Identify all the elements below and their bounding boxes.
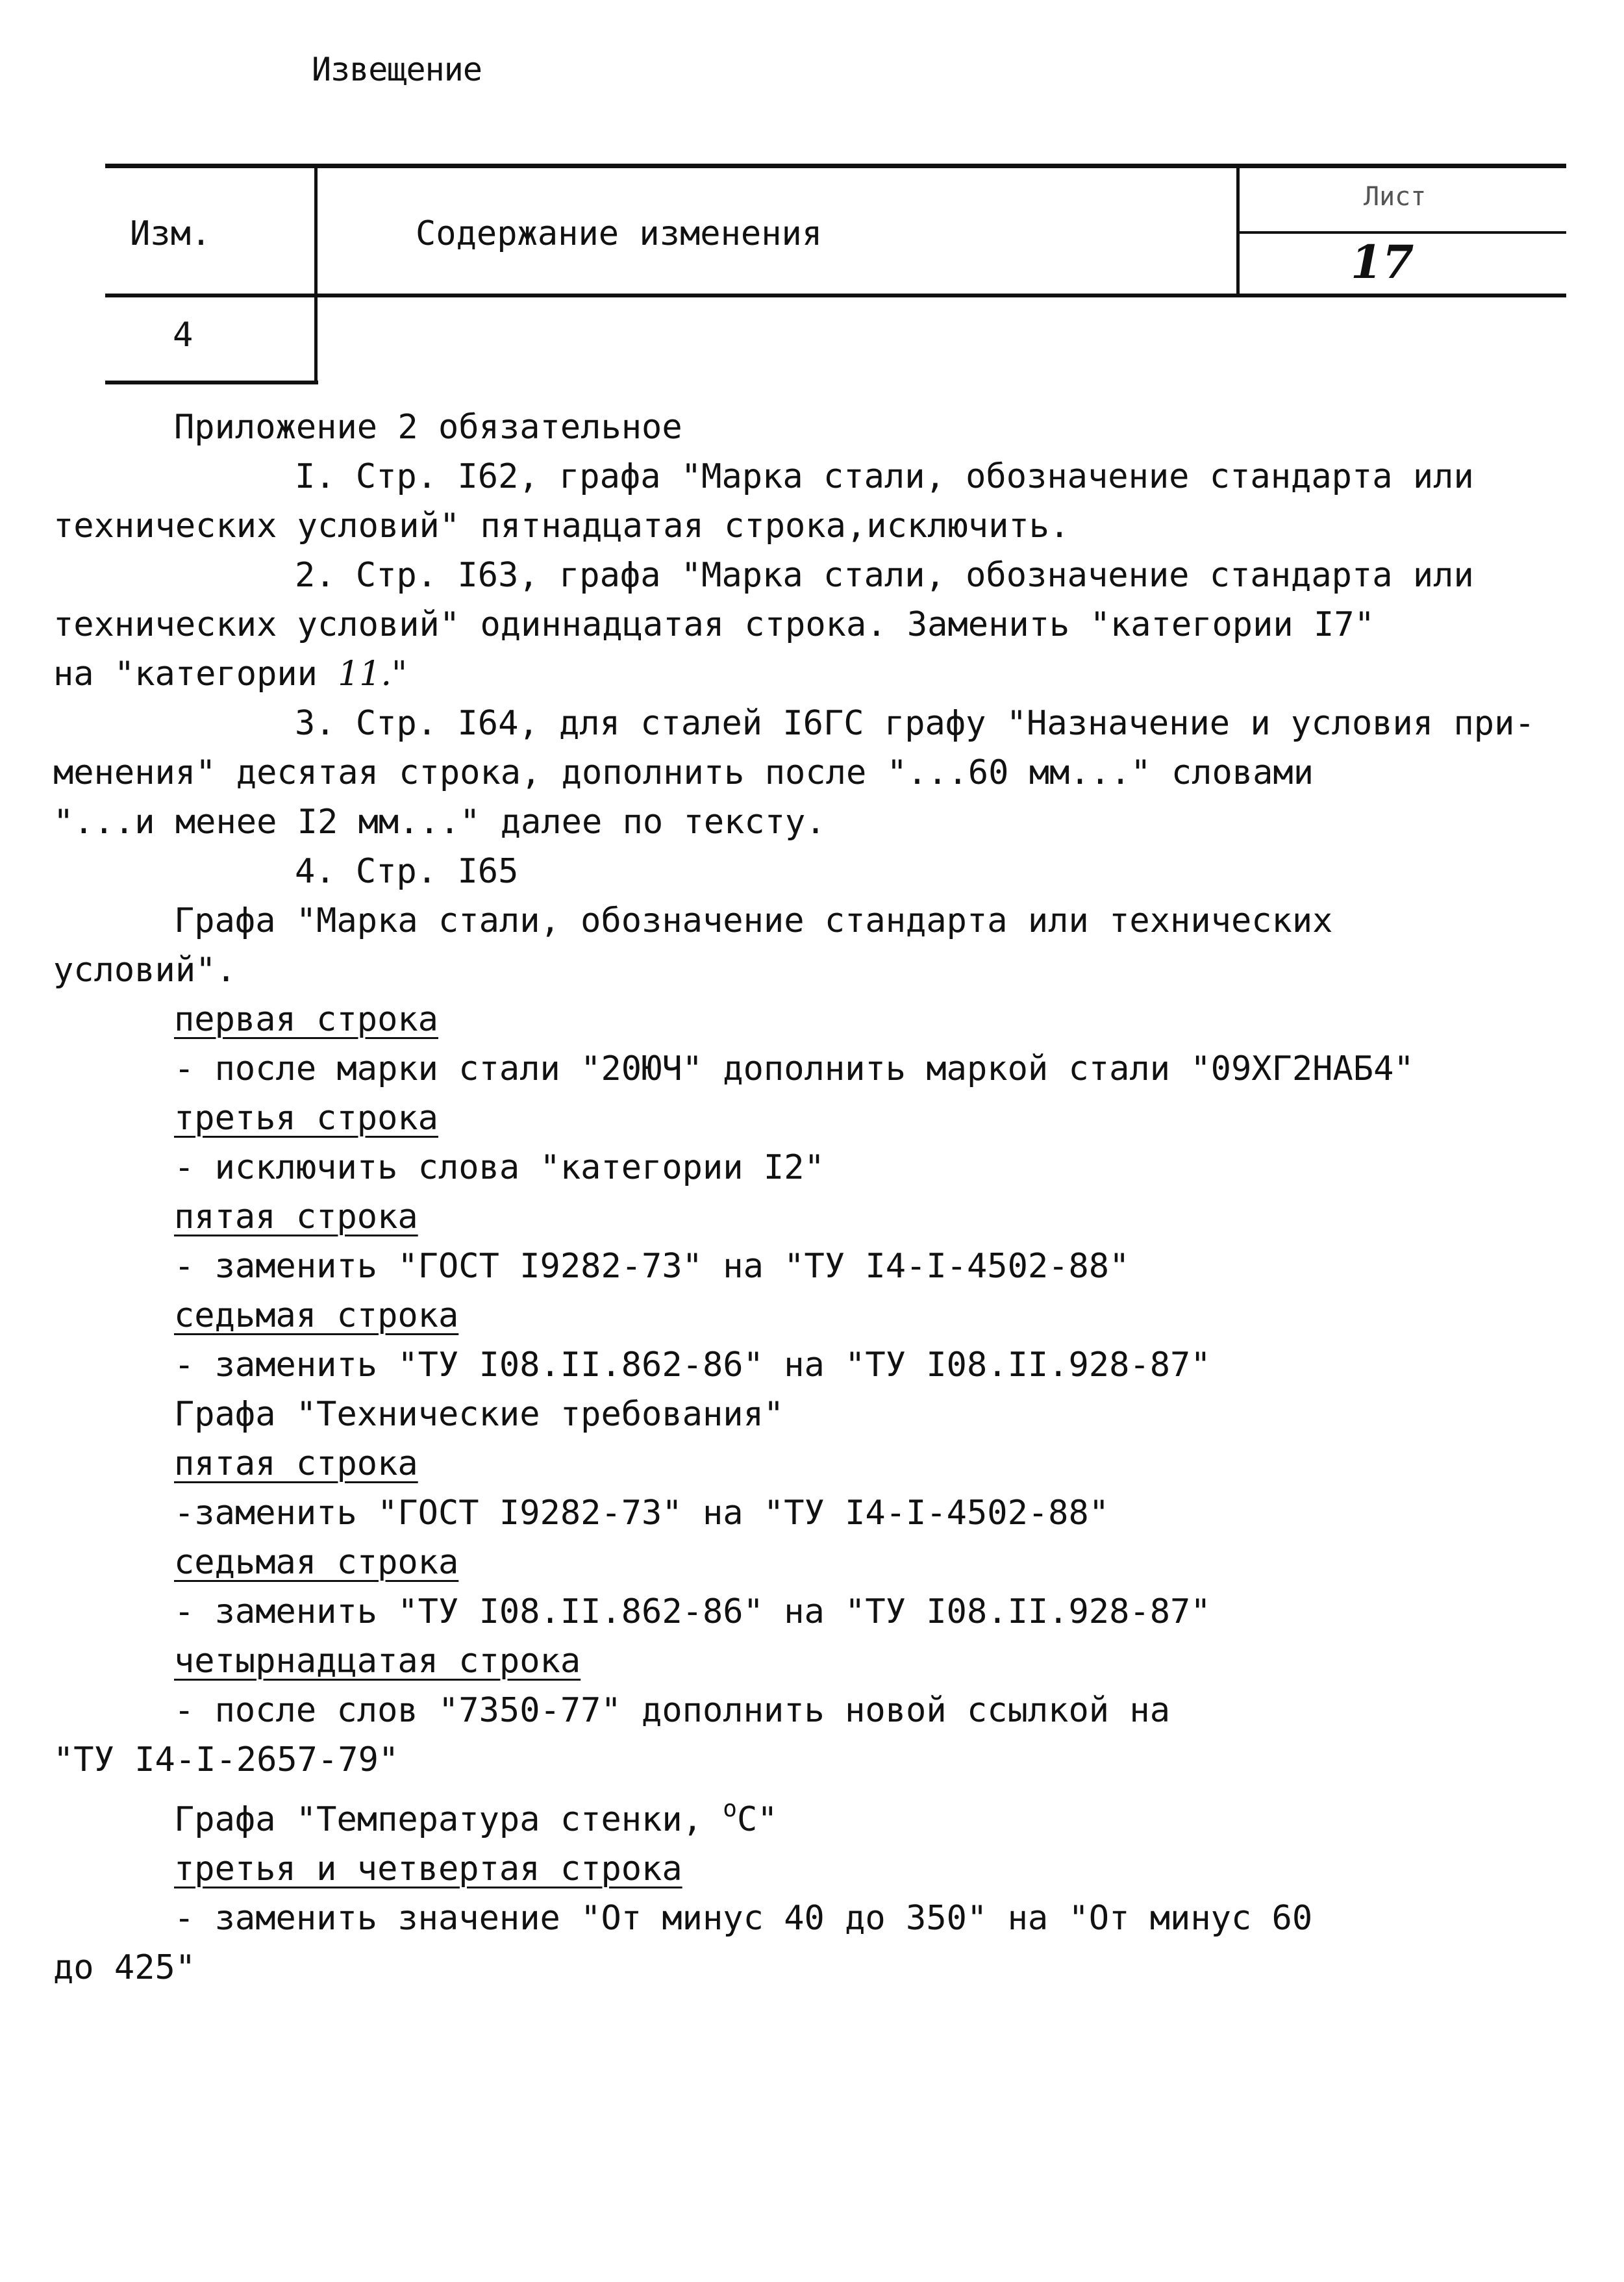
- body-line: технических условий" одиннадцатая строка. Заменить "категории I7": [53, 605, 1375, 644]
- body-line-text: C": [736, 1800, 778, 1839]
- header-izm: Изм.: [130, 214, 212, 253]
- header-sheet-number: 17: [1351, 235, 1414, 289]
- body-line: "ТУ I4-I-2657-79": [53, 1740, 399, 1779]
- body-line: Приложение 2 обязательное: [174, 408, 682, 447]
- body-line: Графа "Технические требования": [174, 1395, 784, 1434]
- header-sheet-label: Лист: [1364, 182, 1427, 212]
- handwritten-correction: 11.": [338, 655, 407, 694]
- body-line: Графа "Марка стали, обозначение стандарта или технических: [174, 901, 1333, 940]
- izm-value: 4: [173, 316, 194, 355]
- body-line-heading: третья строка: [174, 1099, 438, 1138]
- body-line: 4. Стр. I65: [295, 852, 519, 891]
- body-line-heading: пятая строка: [174, 1444, 418, 1483]
- sheet-divider-rule: [1239, 231, 1566, 234]
- body-line: - после слов "7350-77" дополнить новой ссылкой на: [174, 1691, 1171, 1730]
- body-line-heading: первая строка: [174, 1000, 438, 1039]
- header-content: Содержание изменения: [416, 214, 823, 253]
- body-line: условий".: [53, 951, 236, 990]
- document-title: Извещение: [312, 51, 482, 88]
- body-line: технических условий" пятнадцатая строка,исключить.: [53, 507, 1070, 545]
- table-top-rule: [105, 164, 1566, 168]
- body-line: - заменить значение "От минус 40 до 350" на "От минус 60: [174, 1899, 1313, 1938]
- table-header-bottom-rule: [105, 294, 1566, 297]
- col-divider-left: [314, 164, 318, 383]
- body-line: 3. Стр. I64, для сталей I6ГС графу "Назначение и условия при-: [295, 704, 1535, 743]
- body-line: - заменить "ГОСТ I9282-73" на "ТУ I4-I-4502-88": [174, 1247, 1130, 1286]
- body-line: - после марки стали "20ЮЧ" дополнить маркой стали "09ХГ2НАБ4": [174, 1049, 1414, 1088]
- body-line-heading: седьмая строка: [174, 1543, 459, 1582]
- body-line: [174, 1785, 1564, 1844]
- body-line: до 425": [53, 1948, 196, 1987]
- body-line: - исключить слова "категории I2": [174, 1148, 825, 1187]
- body-line-heading: седьмая строка: [174, 1296, 459, 1335]
- body-line-heading: четырнадцатая строка: [174, 1642, 581, 1681]
- body-line: [53, 649, 1564, 699]
- degree-superscript: o: [723, 1796, 737, 1822]
- col-divider-right: [1236, 164, 1240, 297]
- body-line: менения" десятая строка, дополнить после "...60 мм..." словами: [53, 753, 1314, 792]
- body-line: 2. Стр. I63, графа "Марка стали, обозначение стандарта или: [295, 556, 1474, 595]
- body-line: - заменить "ТУ I08.II.862-86" на "ТУ I08.II.928-87": [174, 1346, 1211, 1385]
- body-line-text: на "категории: [53, 655, 338, 694]
- body-line: I. Стр. I62, графа "Марка стали, обозначение стандарта или: [295, 457, 1474, 496]
- body-line: "...и менее I2 мм..." далее по тексту.: [53, 803, 826, 842]
- document-body: [53, 403, 1564, 1992]
- body-line-heading: пятая строка: [174, 1197, 418, 1236]
- body-line-text: Графа "Температура стенки,: [174, 1800, 723, 1839]
- table-row-bottom-rule: [105, 381, 318, 384]
- body-line-heading: третья и четвертая строка: [174, 1849, 682, 1888]
- body-line: -заменить "ГОСТ I9282-73" на "ТУ I4-I-4502-88": [174, 1494, 1110, 1533]
- body-line: - заменить "ТУ I08.II.862-86" на "ТУ I08.II.928-87": [174, 1592, 1211, 1631]
